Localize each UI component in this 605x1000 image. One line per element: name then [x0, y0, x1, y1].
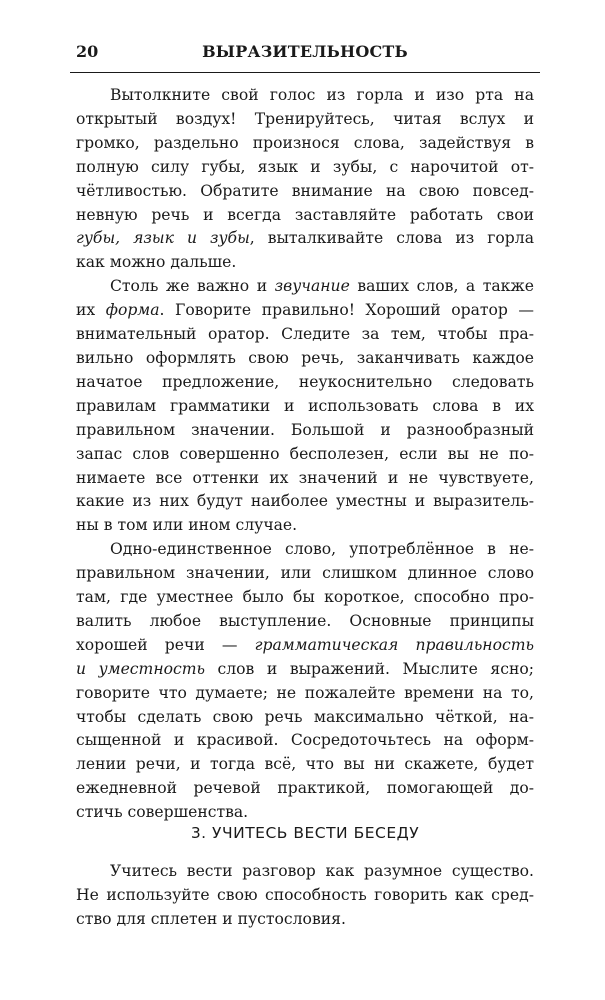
text-line: стичь совершенства. [76, 803, 249, 822]
text-line: правильном значении. Большой и разнообразный [76, 420, 534, 439]
text-fragment: их [76, 301, 106, 320]
text-fragment: ваших слов, а также [349, 277, 534, 296]
italic-phrase: губы, язык и зубы [76, 229, 250, 248]
text-line [76, 658, 534, 682]
section-paragraph [76, 860, 534, 932]
text-line: сыщенной и красивой. Сосредоточьтесь на оформ- [76, 731, 534, 750]
text-line: говорите что думаете; не пожалейте времени на то, [76, 683, 534, 702]
page-number: 20 [76, 42, 99, 61]
text-line: там, где уместнее было бы короткое, способно про- [76, 588, 534, 607]
text-line: ежедневной речевой практикой, помогающей до- [76, 779, 534, 798]
running-title: ВЫРАЗИТЕЛЬНОСТЬ [202, 42, 408, 61]
italic-phrase: звучание [274, 277, 350, 296]
text-line: внимательный оратор. Следите за тем, чтобы пра- [76, 325, 534, 344]
text-line: начатое предложение, неукоснительно следовать [76, 372, 534, 391]
text-line: Учитесь вести разговор как разумное существо. [110, 862, 534, 880]
italic-phrase: грамматическая правильность [254, 635, 534, 654]
text-line: запас слов совершенно бесполезен, если вы не по- [76, 444, 534, 463]
text-line: громко, раздельно произнося слова, задействуя в [76, 133, 534, 152]
italic-phrase: и уместность [76, 659, 205, 678]
page-header [70, 38, 540, 73]
text-line: правильном значении, или слишком длинное слово [76, 564, 534, 583]
text-line: ны в том или ином случае. [76, 516, 298, 535]
text-line: полную силу губы, язык и зубы, с нарочитой от- [76, 157, 534, 176]
text-line [76, 299, 534, 323]
text-line [76, 634, 534, 658]
text-line: нимаете все оттенки их значений и не чувствуете, [76, 468, 534, 487]
text-line: вильно оформлять свою речь, заканчивать каждое [76, 348, 534, 367]
text-line [76, 227, 534, 251]
text-line: открытый воздух! Тренируйтесь, читая вслух и [76, 109, 534, 128]
text-line: чётливостью. Обратите внимание на свою повсед- [76, 181, 534, 200]
text-line: ство для сплетен и пустословия. [76, 909, 346, 928]
paragraph-1 [76, 84, 534, 275]
paragraph-2 [76, 275, 534, 538]
text-fragment: Столь же важно и [110, 277, 275, 296]
text-line: Одно-единственное слово, употреблённое в не- [110, 540, 534, 559]
text-line: Не используйте свою способность говорить как сред- [76, 885, 534, 904]
text-fragment: слов и выражений. Мыслите ясно; [204, 659, 534, 678]
text-line: как можно дальше. [76, 253, 237, 272]
italic-phrase: форма [105, 301, 160, 320]
text-line: лении речи, и тогда всё, что вы ни скажете, будет [76, 755, 534, 774]
section-heading: 3. УЧИТЕСЬ ВЕСТИ БЕСЕДУ [190, 824, 420, 842]
text-fragment: хорошей речи — [76, 635, 255, 654]
text-line: невную речь и всегда заставляйте работать свои [76, 205, 534, 224]
text-line [76, 275, 534, 299]
paragraph-3 [76, 538, 534, 825]
text-line: правилам грамматики и использовать слова в их [76, 396, 534, 415]
text-line: чтобы сделать свою речь максимально чёткой, на- [76, 707, 534, 726]
text-line: валить любое выступление. Основные принципы [76, 611, 534, 630]
body-text [76, 84, 534, 825]
text-line: какие из них будут наиболее уместны и выразитель- [76, 492, 534, 511]
text-line: Вытолкните свой голос из горла и изо рта на [110, 86, 534, 104]
text-fragment: , выталкивайте слова из горла [249, 229, 534, 248]
text-fragment: . Говорите правильно! Хороший оратор — [159, 301, 534, 320]
